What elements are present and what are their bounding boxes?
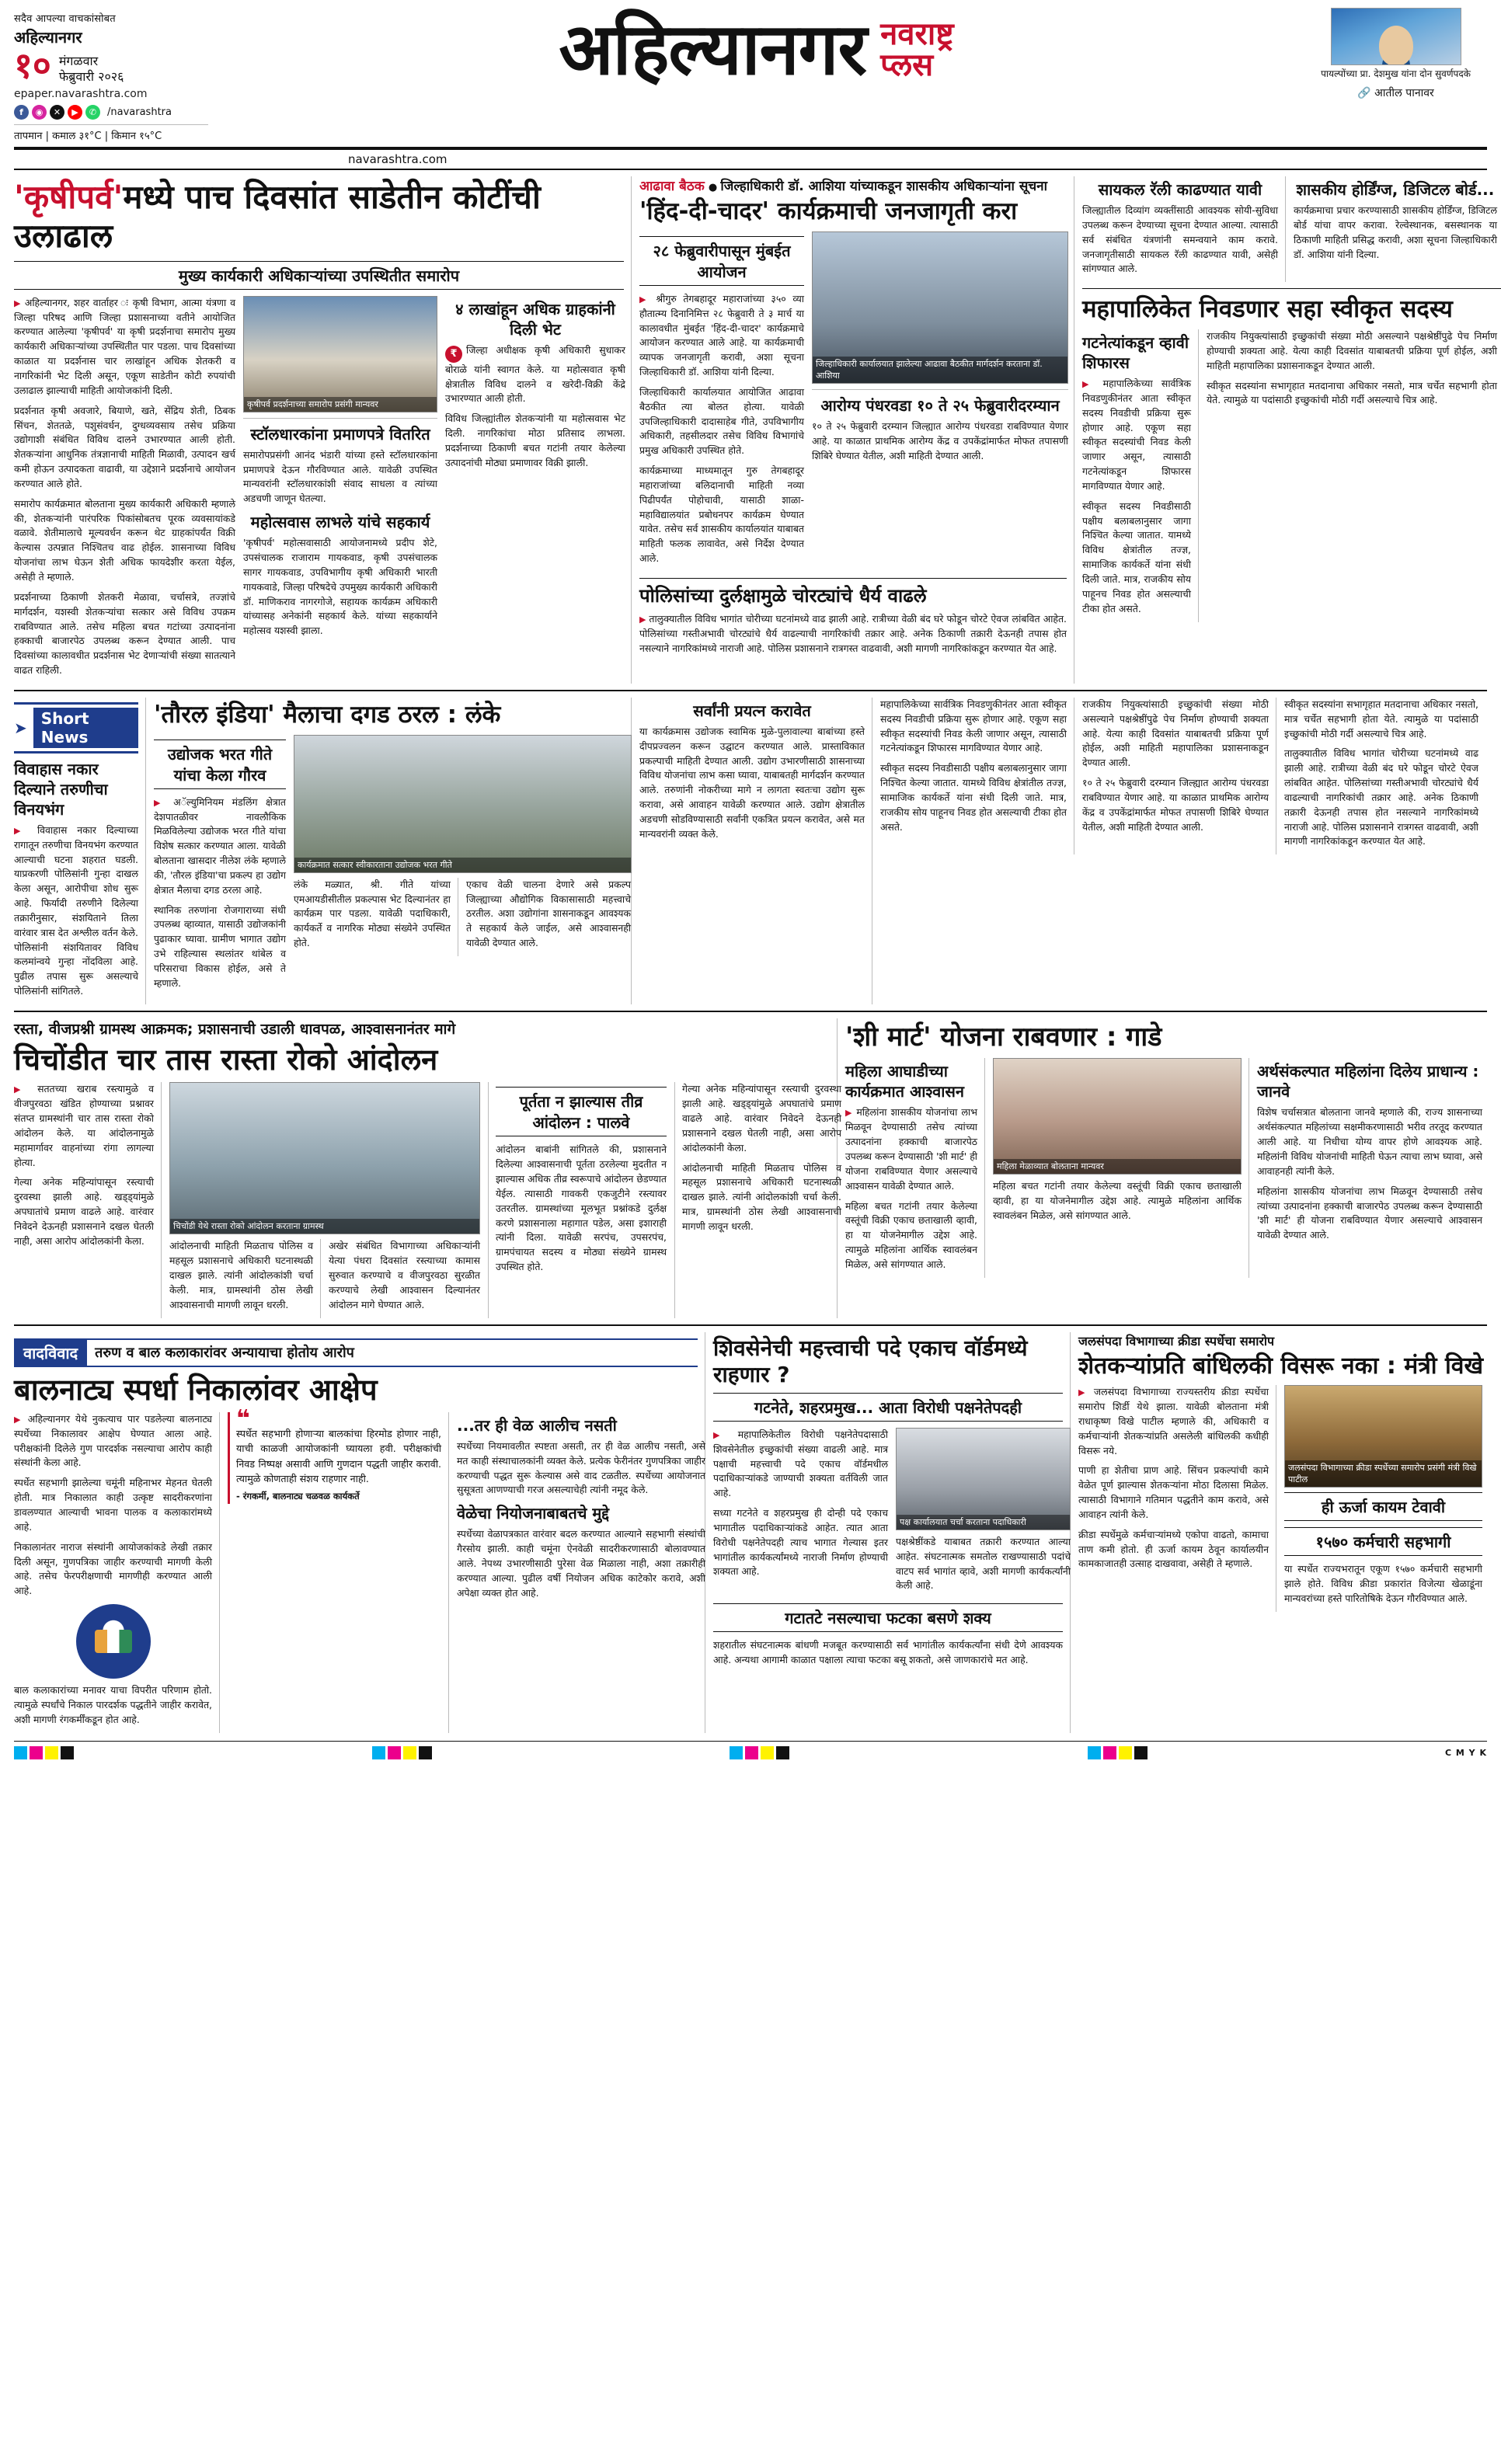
debate-body-1: ▶ अहिल्यानगर येथे नुकत्याच पार पडलेल्या बालनाट्य स्पर्धेच्या निकालावर आक्षेप घेण्यात आला आहे. परीक्षकांनी दिलेले गुण पारदर्शक नसल्याचा आरोप काही संस्थांनी केला आहे. bbox=[14, 1412, 212, 1470]
yellow-swatch bbox=[45, 1746, 58, 1759]
scheme-headline: 'शी मार्ट' योजना राबवणार : गाडे bbox=[845, 1021, 1162, 1053]
meeting-subhead-top: जिल्हाधिकारी डॉ. आशिया यांच्याकडून शासकीय अधिकाऱ्यांना सूचना bbox=[720, 179, 1047, 194]
weather-info: तापमान | कमाल ३१°C | किमान १५°C bbox=[14, 124, 208, 142]
meeting-side-body-1: जिल्ह्यातील दिव्यांग व्यक्तींसाठी आवश्यक सोयी-सुविधा उपलब्ध करून देण्याच्या सूचना देण्यात आल्या. त्यासाठी सर्व संबंधित यंत्रणांनी समन्वयाने काम करावे. जनजागृतीसाठी सायकल रॅली काढण्यात यावी, असेही सांगण्यात आले. bbox=[1082, 204, 1278, 275]
road-extra-col bbox=[674, 1082, 841, 1317]
meeting-side-1 bbox=[1082, 176, 1286, 282]
magenta-swatch bbox=[745, 1746, 758, 1759]
lead-deck: मुख्य कार्यकारी अधिकाऱ्यांच्या उपस्थितीत समारोप bbox=[14, 261, 624, 290]
toral-photo bbox=[294, 735, 632, 873]
masthead-city: अहिल्यानगर bbox=[14, 28, 82, 47]
road-side-body: आंदोलन बाबांनी सांगितले की, प्रशासनाने दिलेल्या आश्वासनाची पूर्तता ठरलेल्या मुदतीत न झाल्यास अधिक तीव्र स्वरूपाचे आंदोलन छेडण्यात येईल. त्यासाठी गावकरी एकजुटीने रस्त्यावर उतरतील. ग्रामस्थांच्या मूलभूत प्रश्नांकडे दुर्लक्ष करणे प्रशासनाला महागात पडेल, असा इशाराही त्यांनी दिला. यावेळी सरपंच, उपसरपंच, ग्रामपंचायत सदस्य व मोठ्या संख्येने ग्रामस्थ उपस्थित होते. bbox=[496, 1143, 667, 1273]
color-bar-left bbox=[14, 1746, 74, 1759]
debate-col-1 bbox=[14, 1412, 220, 1733]
municipal-headline: महापालिकेत निवडणार सहा स्वीकृत सदस्य bbox=[1082, 295, 1453, 324]
lead-headline-red: 'कृषीपर्व' bbox=[14, 178, 124, 216]
scheme-photo-caption: महिला मेळाव्यात बोलताना मान्यवर bbox=[994, 1159, 1241, 1174]
sports-sidehead: ही ऊर्जा कायम टेवावी bbox=[1284, 1492, 1482, 1521]
sports-body-4: या स्पर्धेत राज्यभरातून एकूण १५७० कर्मचारी सहभागी झाले होते. विविध क्रीडा प्रकारांत विजेत्या खेळाडूंना मान्यवरांच्या हस्ते पारितोषिके देऊन गौरविण्यात आले. bbox=[1284, 1563, 1482, 1604]
brand-logo bbox=[880, 16, 954, 83]
meeting-body-1: ▶ श्रीगुरु तेगबहादूर महाराजांच्या ३५० व्या हौतात्म्य दिनानिमित्त २८ फेब्रुवारी ते ३ मार्च या कालावधीत मुंबईत 'हिंद-दी-चादर' कार्यक्रमाचे आयोजन करण्यात आले आहे. या कार्यक्रमाची व्यापक जनजागृती करावी, अशा सूचना जिल्हाधिकारी डॉ. आशिया यांनी दिल्या. bbox=[639, 292, 804, 380]
toral-sidehead-col bbox=[154, 735, 286, 997]
brand-line-2: प्लस bbox=[880, 47, 934, 83]
meeting-kicker-row: आढावा बैठक ● जिल्हाधिकारी डॉ. आशिया यांच्याकडून शासकीय अधिकाऱ्यांना सूचना bbox=[639, 179, 1047, 194]
debate-sidehead-2: वेळेचा नियोजनाबाबतचे मुद्दे bbox=[457, 1504, 610, 1523]
toral-side-headline: सर्वांनी प्रयत्न करावेत bbox=[693, 701, 811, 720]
cyan-swatch bbox=[1088, 1746, 1101, 1759]
black-swatch bbox=[61, 1746, 74, 1759]
facebook-icon[interactable]: f bbox=[14, 105, 29, 120]
yellow-swatch bbox=[761, 1746, 774, 1759]
color-bar-mid-2 bbox=[730, 1746, 789, 1759]
black-swatch bbox=[419, 1746, 432, 1759]
social-handle: /navarashtra bbox=[107, 106, 172, 118]
lead-side-subhead: ४ लाखांहून अधिक ग्राहकांनी दिली भेट bbox=[455, 299, 615, 339]
scheme-body-2: महिला बचत गटांनी तयार केलेल्या वस्तूंची विक्री एकाच छताखाली व्हावी, हा या योजनेमागील उद्देश आहे. त्यामुळे महिलांना आर्थिक स्वावलंबन मिळेल, असे सांगण्यात आले. bbox=[845, 1199, 977, 1270]
masthead-date-text bbox=[59, 49, 124, 85]
toral-photo-caption: कार्यक्रमात सत्कार स्वीकारताना उद्योजक भरत गीते bbox=[294, 858, 631, 872]
masthead-photo bbox=[1331, 8, 1461, 65]
sports-headline: शेतकऱ्यांप्रति बांधिलकी विसरू नका : मंत्री विखे bbox=[1078, 1352, 1484, 1380]
scheme-side-col bbox=[1257, 1058, 1482, 1277]
meeting-photo bbox=[812, 231, 1068, 384]
twitter-icon[interactable]: ✕ bbox=[50, 105, 64, 120]
toral-story bbox=[154, 698, 632, 1004]
magenta-swatch bbox=[1103, 1746, 1116, 1759]
toral-photo-col bbox=[294, 735, 632, 997]
masthead-date bbox=[14, 44, 208, 86]
meeting-side-3 bbox=[1294, 176, 1497, 282]
shivsena-body-3: पक्षश्रेष्ठींकडे याबाबत तक्रारी करण्यात आल्या आहेत. संघटनात्मक समतोल राखण्यासाठी पदांचे वाटप सर्व भागांत व्हावे, अशी मागणी कार्यकर्त्यांनी केली आहे. bbox=[896, 1535, 1071, 1592]
right-column-top bbox=[1082, 176, 1501, 684]
debate-body-2: स्पर्धेत सहभागी झालेल्या चमूंनी महिनाभर मेहनत घेतली होती. मात्र निकालात काही उत्कृष्ट सादरीकरणांना डावलण्यात आल्याची भावना पालक व कलाकारांमध्ये आहे. bbox=[14, 1477, 212, 1533]
magenta-swatch bbox=[30, 1746, 43, 1759]
road-side-col bbox=[488, 1082, 667, 1317]
scheme-body-2-dup: महिला बचत गटांनी तयार केलेल्या वस्तूंची विक्री एकाच छताखाली व्हावी, हा या योजनेमागील उद्देश आहे. त्यामुळे महिलांना आर्थिक स्वावलंबन मिळेल, असे सांगण्यात आले. bbox=[993, 1180, 1242, 1222]
shivsena-photo-caption: पक्ष कार्यालयात चर्चा करताना पदाधिकारी bbox=[897, 1515, 1070, 1530]
road-kicker: रस्ता, वीजप्रश्नी ग्रामस्थ आक्रमक; प्रशासनाची उडाली धावपळ, आश्वासनानंतर मागे bbox=[14, 1021, 456, 1038]
meeting-story bbox=[639, 176, 1074, 684]
sports-photo bbox=[1284, 1385, 1482, 1488]
sports-story bbox=[1078, 1332, 1490, 1733]
toral-body-1: ▶ अॅल्युमिनियम मंडलिंग क्षेत्रात देशपातळीवर नावलौकिक मिळविलेल्या उद्योजक भरत गीते यांचा विशेष सत्कार करण्यात आला. यावेळी बोलताना खासदार नीलेश लंके म्हणाले की, 'तौरल इंडिया'चा प्रकल्प हा उद्योग क्षेत्रात मैलाचा दगड ठरला आहे. bbox=[154, 795, 286, 898]
yellow-swatch bbox=[403, 1746, 416, 1759]
shivsena-subhead: गटनेते, शहरप्रमुख... आता विरोधी पक्षनेतेपदही bbox=[713, 1393, 1063, 1422]
shivsena-body-2: सध्या गटनेते व शहरप्रमुख ही दोन्ही पदे एकाच भागातील पदाधिकाऱ्यांकडे आहेत. त्यात आता विरोधी पक्षनेतेपदही त्याच भागात गेल्यास इतर भागांतील कार्यकर्त्यांमध्ये नाराजी निर्माण होण्याची शक्यता आहे. bbox=[713, 1507, 888, 1578]
scheme-sidehead: अर्थसंकल्पात महिलांना दिलेय प्राधान्य : जानवे bbox=[1257, 1062, 1479, 1101]
debate-quote-attrib: - रंगकर्मी, बालनाट्य चळवळ कार्यकर्ते bbox=[236, 1491, 360, 1502]
magenta-swatch bbox=[388, 1746, 401, 1759]
lead-story bbox=[14, 176, 632, 684]
municipal-body-3: राजकीय नियुक्त्यांसाठी इच्छुकांची संख्या मोठी असल्याने पक्षश्रेष्ठींपुढे पेच निर्माण होण्याची शक्यता आहे. येत्या काही दिवसांत याबाबतची प्रक्रिया पूर्ण होईल, अशी माहिती महापालिका प्रशासनाकडून देण्यात आली. bbox=[1207, 330, 1497, 371]
lead-side-subhead-2: स्टॉलधारकांना प्रमाणपत्रे वितरित bbox=[250, 424, 430, 444]
epaper-url[interactable]: epaper.navarashtra.com bbox=[14, 88, 148, 100]
row-lead bbox=[14, 176, 1497, 684]
footer-bar bbox=[14, 1741, 1487, 1767]
lead-photo bbox=[243, 296, 437, 412]
more-inside-link[interactable]: 🔗 आतील पानावर bbox=[1357, 86, 1434, 99]
municipal-continued bbox=[880, 698, 1478, 1004]
sports-body-3: क्रीडा स्पर्धेमुळे कर्मचाऱ्यांमध्ये एकोपा वाढतो, कामाचा ताण कमी होतो. ही ऊर्जा कायम ठेवून कार्यालयीन कामकाजातही उत्साह दाखवावा, असेही ते म्हणाले. bbox=[1078, 1528, 1269, 1570]
road-body-1: ▶ सततच्या खराब रस्त्यामुळे व वीजपुरवठा खंडित होण्याच्या प्रश्नावर संतप्त ग्रामस्थांनी चार तास रास्ता रोको आंदोलन केले. या आंदोलनामुळे महामार्गावर वाहनांच्या रांगा लागल्या होत्या. bbox=[14, 1082, 154, 1170]
sports-photo-col bbox=[1284, 1385, 1482, 1612]
shivsena-text-col bbox=[713, 1428, 888, 1599]
meeting-side-head-1: सायकल रॅली काढण्यात यावी bbox=[1098, 180, 1262, 199]
meeting-side-body-2-dup: १० ते २५ फेब्रुवारी दरम्यान जिल्ह्यात आरोग्य पंधरवडा राबविण्यात येणार आहे. या काळात प्राथमिक आरोग्य केंद्र व उपकेंद्रांमार्फत मोफत तपासणी शिबिरे घेण्यात येतील, अशी माहिती देण्यात आली. bbox=[1082, 777, 1269, 833]
police-headline: पोलिसांच्या दुर्लक्षामुळे चोरट्यांचे धैर्य वाढले bbox=[639, 585, 927, 607]
debate-band bbox=[14, 1338, 698, 1367]
row-two bbox=[14, 698, 1487, 1004]
road-photo-col bbox=[169, 1082, 480, 1317]
meeting-side-head-2: आरोग्य पंधरवडा १० ते २५ फेब्रुवारीदरम्यान bbox=[820, 395, 1060, 415]
lead-body-4: प्रदर्शनाच्या ठिकाणी शेतकरी मेळावा, चर्चासत्रे, तज्ज्ञांचे मार्गदर्शन, यशस्वी शेतकऱ्यांचा सत्कार असे विविध उपक्रम राबविण्यात आले. तसेच महिला बचत गटांच्या उत्पादनांना हक्काची बाजारपेठ उपलब्ध करून देण्यात आली. पाच दिवसांच्या कालावधीत प्रदर्शनास भेट देणाऱ्यांची संख्या सातत्याने वाढत राहिली. bbox=[14, 590, 235, 677]
lead-headline-rest: मध्ये पाच दिवसांत साडेतीन कोटींची उलाढाल bbox=[14, 178, 541, 256]
municipal-sub-col bbox=[1082, 329, 1199, 622]
lead-side-body-2: विविध जिल्ह्यांतील शेतकऱ्यांनी या महोत्सवास भेट दिली. नागरिकांचा मोठा प्रतिसाद लाभला. प्रदर्शनाच्या ठिकाणी बचत गटांनी तयार केलेल्या उत्पादनांची मोठ्या प्रमाणावर विक्री झाली. bbox=[445, 412, 625, 468]
lead-headline bbox=[14, 178, 624, 256]
black-swatch bbox=[776, 1746, 789, 1759]
debate-quote bbox=[228, 1404, 441, 1504]
scheme-photo bbox=[993, 1058, 1242, 1175]
masthead bbox=[14, 8, 1487, 149]
municipal-body-4-dup: स्वीकृत सदस्यांना सभागृहात मतदानाचा अधिकार नसतो, मात्र चर्चेत सहभागी होता येते. त्यामुळे या पदांसाठी इच्छुकांची मोठी गर्दी असल्याचे चित्र आहे. bbox=[1284, 698, 1478, 740]
sports-photo-caption: जलसंपदा विभागाच्या क्रीडा स्पर्धेच्या समारोप प्रसंगी मंत्री विखे पाटील bbox=[1285, 1460, 1482, 1487]
chevron-right-icon: ➤ bbox=[14, 718, 27, 737]
road-story bbox=[14, 1018, 841, 1318]
color-bar-mid-3 bbox=[1088, 1746, 1148, 1759]
municipal-body-2-dup: स्वीकृत सदस्य निवडीसाठी पक्षीय बलाबलानुसार जागा निश्चित केल्या जातात. यामध्ये विविध क्षेत्रांतील तज्ज्ञ, सामाजिक कार्यकर्ते यांना संधी दिली जाते. मात्र, राजकीय सोय पाहूनच निवड होत असल्याची टीका होत असते. bbox=[880, 762, 1067, 833]
meeting-photo-caption: जिल्हाधिकारी कार्यालयात झालेल्या आढावा बैठकीत मार्गदर्शन करताना डॉ. आशिया bbox=[813, 357, 1067, 383]
scheme-body-3: विशेष चर्चासत्रात बोलताना जानवे म्हणाले की, राज्य शासनाच्या अर्थसंकल्पात महिलांच्या सक्षमीकरणासाठी भरीव तरतूद करण्यात आली आहे. या निधीचा योग्य वापर होणे आवश्यक आहे. महिलांनी विविध योजनांची माहिती घेऊन त्याचा लाभ घ्यावा, असे आवाहनही त्यांनी केले. bbox=[1257, 1106, 1482, 1177]
lead-body-3: समारोप कार्यक्रमात बोलताना मुख्य कार्यकारी अधिकारी म्हणाले की, शेतकऱ्यांनी पारंपरिक पिकांसोबतच पूरक व्यवसायांकडे वळावे. शेतीमालाचे मूल्यवर्धन करून थेट ग्राहकांपर्यंत विक्री केल्यास उत्पन्नात निश्चितच वाढ होईल. शासनाच्या विविध योजनांचा लाभ घेऊन शेती अधिक फायदेशीर करता येईल, असेही ते म्हणाले. bbox=[14, 497, 235, 583]
meeting-deck-col bbox=[639, 231, 804, 572]
lead-photo-col bbox=[243, 296, 437, 684]
page-title: अहिल्यानगर bbox=[559, 8, 867, 91]
meeting-body-2: जिल्हाधिकारी कार्यालयात आयोजित आढावा बैठकीत त्या बोलत होत्या. यावेळी उपजिल्हाधिकारी दादासाहेब गीते, उपविभागीय अधिकारी, तहसीलदार तसेच विविध विभागांचे प्रमुख अधिकारी उपस्थित होते. bbox=[639, 385, 804, 457]
shivsena-headline: शिवसेनेची महत्त्वाची पदे एकाच वॉर्डमध्ये राहणार ? bbox=[713, 1335, 1028, 1387]
municipal-body-col bbox=[1207, 329, 1497, 622]
debate-story bbox=[14, 1332, 705, 1733]
municipal-subhead: गटनेत्यांकडून व्हावी शिफारस bbox=[1082, 333, 1189, 373]
police-body-dup: तालुक्यातील विविध भागांत चोरीच्या घटनांमध्ये वाढ झाली आहे. रात्रीच्या वेळी बंद घरे फोडून चोरटे ऐवज लांबवित आहेत. पोलिसांच्या गस्तीअभावी चोरट्यांचे धैर्य वाढल्याची नागरिकांची तक्रार आहे. अनेक ठिकाणी तक्रारी देऊनही तपास होत नसल्याने नागरिकांमध्ये नाराजी आहे. पोलिस प्रशासनाने रात्रगस्त वाढवावी, अशी मागणी नागरिकांकडून करण्यात येत आहे. bbox=[1284, 747, 1478, 847]
meeting-body-3: कार्यक्रमाच्या माध्यमातून गुरु तेगबहादूर महाराजांच्या बलिदानाची माहिती नव्या पिढीपर्यंत पोहोचावी, यासाठी शाळा-महाविद्यालयांत प्रबोधनपर कार्यक्रम घेण्यात यावेत. तसेच सर्व शासकीय कार्यालयांत याबाबत माहिती फलक लावावेत, असे निर्देश देण्यात आले. bbox=[639, 465, 804, 565]
cmyk-label: C M Y K bbox=[1445, 1747, 1487, 1758]
youtube-icon[interactable]: ▶ bbox=[68, 105, 82, 120]
lead-side-col bbox=[445, 296, 625, 684]
sports-text-col bbox=[1078, 1385, 1276, 1612]
toral-side-body: या कार्यक्रमास उद्योजक स्वामिक मुळे-पुलावाल्या बाबांच्या हस्ते दीपप्रज्वलन करून उद्घाटन करण्यात आले. प्रास्ताविकात प्रकल्पाची माहिती देण्यात आली. उद्योग उभारणीसाठी शासनाच्या विविध योजनांचा लाभ कसा घ्यावा, याबाबतही मार्गदर्शन करण्यात आले. तरुणांनी नोकरीच्या मागे न लागता स्वतःचा उद्योग सुरू करावा, असे आवाहन यावेळी करण्यात आले. उद्योग क्षेत्रातील अडचणी सोडविण्यासाठी सर्वांनी एकत्रित प्रयत्न करावेत, असे मत मान्यवरांनी व्यक्त केले. bbox=[639, 725, 865, 840]
meeting-side-head-3: शासकीय होर्डिंग्ज, डिजिटल बोर्ड... bbox=[1296, 180, 1495, 199]
cyan-swatch bbox=[14, 1746, 27, 1759]
rupee-icon: ₹ bbox=[445, 346, 462, 363]
road-body-3-dup: आंदोलनाची माहिती मिळताच पोलिस व महसूल प्रशासनाचे अधिकारी घटनास्थळी दाखल झाले. त्यांनी आंदोलकांशी चर्चा केली. मात्र, ग्रामस्थांनी ठोस लेखी आश्वासनाची मागणी लावून धरली. bbox=[682, 1161, 841, 1232]
toral-headline: 'तौरल इंडिया' मैलाचा दगड ठरल : लंके bbox=[154, 700, 501, 729]
sports-body-1: ▶ जलसंपदा विभागाच्या राज्यस्तरीय क्रीडा स्पर्धेचा समारोप शिर्डी येथे झाला. यावेळी बोलताना मंत्री राधाकृष्ण विखे पाटील म्हणाले की, अधिकारी व कर्मचाऱ्यांनी शेतकऱ्यांप्रति असलेली बांधिलकी कधीही विसरू नये. bbox=[1078, 1385, 1269, 1458]
toral-body-4: एकाच वेळी चालना देणारे असे प्रकल्प जिल्ह्याच्या औद्योगिक विकासासाठी महत्त्वाचे ठरतील. अशा उद्योगांना शासनाकडून आवश्यक ते सहकार्य केले जाईल, असे आश्वासनही यावेळी देण्यात आले. bbox=[466, 878, 631, 949]
road-headline: चिचोंडीत चार तास रास्ता रोको आंदोलन bbox=[14, 1042, 438, 1077]
scheme-story bbox=[845, 1018, 1482, 1318]
masthead-left bbox=[14, 8, 208, 142]
toral-side-block bbox=[639, 698, 872, 1004]
shivsena-photo-col bbox=[896, 1428, 1071, 1599]
lead-side-body-4: 'कृषीपर्व' महोत्सवासाठी आयोजनामध्ये प्रदीप शेटे, उपसंचालक राजाराम गायकवाड, कृषी उपसंचालक सागर गायकवाड, उपविभागीय कृषी अधिकारी भारती गायकवाडे, जिल्हा परिषदेचे उपमुख्य कार्यकारी अधिकारी डॉ. माणिकराव नागरगोजे, सहायक कार्यक्रम अधिकारी यांच्यासह अनेकांनी सहकार्य केले. यांच्या सहकार्याने महोत्सव यशस्वी झाला. bbox=[243, 537, 437, 637]
municipal-body-4: स्वीकृत सदस्यांना सभागृहात मतदानाचा अधिकार नसतो, मात्र चर्चेत सहभागी होता येते. त्यामुळे या पदांसाठी इच्छुकांची मोठी गर्दी असल्याचे चित्र आहे. bbox=[1207, 379, 1497, 406]
lead-photo-caption: कृषीपर्व प्रदर्शनाच्या समारोप प्रसंगी मान्यवर bbox=[244, 397, 437, 412]
sports-body-2: पाणी हा शेतीचा प्राण आहे. सिंचन प्रकल्पांची कामे वेळेत पूर्ण झाल्यास शेतकऱ्यांना मोठा दिलासा मिळेल. त्यासाठी विभागाने गतिमान पद्धतीने काम करावे, असे आवाहन त्यांनी केले. bbox=[1078, 1464, 1269, 1520]
masthead-day-number: १० bbox=[14, 44, 51, 86]
shivsena-subhead-2: गटातटे नसल्याचा फटका बसणे शक्य bbox=[713, 1603, 1063, 1632]
sports-count-head: १५७० कर्मचारी सहभागी bbox=[1284, 1527, 1482, 1556]
shivsena-photo bbox=[896, 1428, 1071, 1530]
debate-side-2: स्पर्धेच्या वेळापत्रकात वारंवार बदल करण्यात आल्याने सहभागी संस्थांची गैरसोय झाली. काही चमूंना ऐनवेळी सादरीकरणासाठी बोलावण्यात आले. नेपथ्य उभारणीसाठी पुरेसा वेळ मिळाला नाही, अशा तक्रारीही करण्यात आल्या. पुढील वर्षी नियोजन अधिक काटेकोर करावे, अशी अपेक्षा व्यक्त होत आहे. bbox=[457, 1528, 705, 1599]
scheme-body-1: ▶ महिलांना शासकीय योजनांचा लाभ मिळवून देण्यासाठी तसेच त्यांच्या उत्पादनांना हक्काची बाजारपेठ उपलब्ध करून देण्यासाठी 'शी मार्ट' ही योजना राबविण्यात येणार असल्याचे आश्वासन यावेळी देण्यात आले. bbox=[845, 1105, 977, 1193]
lead-body-1: ▶ अहिल्यानगर, शहर वार्ताहर ः कृषी विभाग, आत्मा यंत्रणा व जिल्हा परिषद आणि जिल्हा प्रशासनाच्या वतीने आयोजित करण्यात आलेल्या 'कृषीपर्व' या कृषी प्रदर्शनाचा समारोप मुख्य कार्यकारी अधिकाऱ्यांच्या उपस्थितीत पार पडला. पाच दिवसांच्या काळात या प्रदर्शनास चार लाखांहून अधिक शेतकरी व नागरिकांनी भेट दिली असून, एकूण साडेतीन कोटी रुपयांची उलाढाल झाल्याची माहिती आयोजकांनी दिली. bbox=[14, 296, 235, 398]
road-body-2: गेल्या अनेक महिन्यांपासून रस्त्याची दुरवस्था झाली आहे. खड्ड्यांमुळे अपघातांचे प्रमाण वाढले आहे. वारंवार निवेदने देऊनही प्रशासनाने दखल घेतली नाही, असा आरोप आंदोलकांनी केला. bbox=[14, 1176, 154, 1247]
road-photo-caption: चिचोंडी येथे रास्ता रोको आंदोलन करताना ग्रामस्थ bbox=[170, 1219, 479, 1234]
masthead-photo-caption: पायल्पोंच्या प्रा. देशमुख यांना दोन सुवर्णपदके bbox=[1321, 68, 1471, 79]
lead-body-2: प्रदर्शनात कृषी अवजारे, बियाणे, खते, सेंद्रिय शेती, ठिबक सिंचन, शेततळे, पशुसंवर्धन, दुग्धव्यवसाय तसेच प्रक्रिया उद्योगाशी संबंधित विविध दालने उभारण्यात आली होती. शेतकऱ्यांना आधुनिक तंत्रज्ञानाची माहिती मिळावी, उत्पादन खर्च कमी होऊन उत्पादकता वाढावी, या उद्देशाने प्रदर्शनाचे आयोजन करण्यात आले होते. bbox=[14, 404, 235, 489]
row-three bbox=[14, 1018, 1487, 1318]
debate-body-4: बाल कलाकारांच्या मनावर याचा विपरीत परिणाम होतो. त्यामुळे स्पर्धांचे निकाल पारदर्शक पद्धतीने जाहीर करावेत, अशी मागणी रंगकर्मींकडून होत आहे. bbox=[14, 1684, 212, 1725]
debate-quote-text: स्पर्धेत सहभागी होणाऱ्या बालकांचा हिरमोड होणार नाही, याची काळजी आयोजकांनी घ्यायला हवी. परीक्षकांची निवड निष्पक्ष असावी आणि गुणदान पद्धती जाहीर करावी. त्यामुळे कोणताही संशय राहणार नाही. bbox=[236, 1427, 441, 1485]
debate-quote-col bbox=[228, 1404, 449, 1733]
quote-icon: ❝ bbox=[236, 1404, 250, 1432]
scheme-body-1-dup: महिलांना शासकीय योजनांचा लाभ मिळवून देण्यासाठी तसेच त्यांच्या उत्पादनांना हक्काची बाजारपेठ उपलब्ध करून देण्यासाठी 'शी मार्ट' ही योजना राबविण्यात येणार असल्याचे आश्वासन यावेळी देण्यात आले. bbox=[1257, 1185, 1482, 1241]
cyan-swatch bbox=[372, 1746, 385, 1759]
debate-side-1: स्पर्धेच्या नियमावलीत स्पष्टता असती, तर ही वेळ आलीच नसती, असे मत काही संस्थाचालकांनी व्यक्त केले. प्रत्येक फेरीनंतर गुणपत्रिका जाहीर करण्याची पद्धत सुरू केल्यास असे वाद टळतील. स्पर्धेच्या आयोजनात सुसूत्रता आणण्याची गरज असल्याचेही त्यांनी नमूद केले. bbox=[457, 1439, 705, 1496]
masthead-tagline: सदैव आपल्या वाचकांसोबत bbox=[14, 13, 116, 25]
yellow-swatch bbox=[1119, 1746, 1132, 1759]
scheme-subhead: महिला आघाडीच्या कार्यक्रमात आश्वासन bbox=[845, 1062, 965, 1101]
organisation-logo bbox=[76, 1604, 151, 1679]
scheme-photo-col bbox=[993, 1058, 1249, 1277]
debate-sidehead-1: ...तर ही वेळ आलीच नसती bbox=[457, 1415, 617, 1435]
meeting-kicker: आढावा बैठक bbox=[639, 179, 705, 194]
municipal-body-1: ▶ महापालिकेच्या सार्वत्रिक निवडणुकीनंतर आता स्वीकृत सदस्य निवडीची प्रक्रिया सुरू होणार आहे. एकूण सहा स्वीकृत सदस्यांची निवड केली जाणार असून, त्यासाठी गटनेत्यांकडून शिफारस मागविण्यात येणार आहे. bbox=[1082, 377, 1191, 494]
road-text-col-1 bbox=[14, 1082, 162, 1317]
color-bar-mid-1 bbox=[372, 1746, 432, 1759]
road-body-3: आंदोलनाची माहिती मिळताच पोलिस व महसूल प्रशासनाचे अधिकारी घटनास्थळी दाखल झाले. त्यांनी आंदोलकांशी चर्चा केली. मात्र, ग्रामस्थांनी ठोस लेखी आश्वासनाची मागणी लावून धरली. bbox=[169, 1240, 313, 1310]
short-news-body: ▶ विवाहास नकार दिल्याच्या रागातून तरुणीचा विनयभंग करण्यात आल्याची घटना शहरात घडली. याप्रकरणी पोलिसांनी गुन्हा दाखल केला असून, आरोपीचा शोध सुरू आहे. फिर्यादी तरुणीने दिलेल्या तक्रारीनुसार, संशयिताने तिला वारंवार त्रास देत अश्लील वर्तन केले. पोलिसांनी संशयितावर विविध कलमांन्वये गुन्हा नोंदविला आहे. पुढील तपास सुरू असल्याचे पोलिसांनी सांगितले. bbox=[14, 823, 138, 999]
sports-kicker: जलसंपदा विभागाच्या क्रीडा स्पर्धेचा समारोप bbox=[1078, 1333, 1275, 1349]
short-news-block bbox=[14, 698, 146, 1004]
municipal-body-1-dup: महापालिकेच्या सार्वत्रिक निवडणुकीनंतर आता स्वीकृत सदस्य निवडीची प्रक्रिया सुरू होणार आहे. एकूण सहा स्वीकृत सदस्यांची निवड केली जाणार असून, त्यासाठी गटनेत्यांकडून शिफारस मागविण्यात येणार आहे. bbox=[880, 698, 1067, 754]
road-body-4: अखेर संबंधित विभागाच्या अधिकाऱ्यांनी येत्या पंधरा दिवसांत रस्त्याच्या कामास सुरुवात करण्याचे व वीजपुरवठा सुरळीत करण्याचे लेखी आश्वासन दिल्यानंतर आंदोलन मागे घेण्यात आले. bbox=[329, 1240, 480, 1310]
short-news-header bbox=[14, 702, 138, 753]
scheme-sub-col bbox=[845, 1058, 985, 1277]
shivsena-body-1: ▶ महापालिकेतील विरोधी पक्षनेतेपदासाठी शिवसेनेतील इच्छुकांची संख्या वाढली आहे. मात्र पक्षाची महत्त्वाची पदे एकाच वॉर्डमधील पदाधिकाऱ्यांकडे जाण्याची शक्यता वर्तविली जात आहे. bbox=[713, 1428, 888, 1501]
toral-sidehead: उद्योजक भरत गीते यांचा केला गौरव bbox=[154, 740, 286, 789]
whatsapp-icon[interactable]: ✆ bbox=[85, 105, 100, 120]
short-news-headline: विवाहास नकार दिल्याने तरुणीचा विनयभंग bbox=[14, 759, 108, 819]
meeting-headline: 'हिंद-दी-चादर' कार्यक्रमाची जनजागृती करा bbox=[639, 197, 1018, 225]
toral-body-3: लंके मळ्यात, श्री. गीते यांच्या एमआयडीसीतील प्रकल्पास भेट दिल्यानंतर हा कार्यक्रम पार पडला. यावेळी पदाधिकारी, कार्यकर्ते व नागरिक मोठ्या संख्येने उपस्थित होते. bbox=[294, 878, 451, 949]
lead-side-body-3: समारोपप्रसंगी आनंद भंडारी यांच्या हस्ते स्टॉलधारकांना प्रमाणपत्रे देऊन गौरविण्यात आले. यावेळी उपस्थित मान्यवरांनी स्टॉलधारकांशी संवाद साधला व त्यांच्या अडचणी जाणून घेतल्या. bbox=[243, 448, 437, 505]
short-news-badge: Short News bbox=[33, 708, 138, 748]
masthead-center bbox=[208, 8, 1304, 91]
meeting-side-body-3: कार्यक्रमाचा प्रचार करण्यासाठी शासकीय होर्डिंग्ज, डिजिटल बोर्ड यांचा वापर करावा. रेल्वेस्थानक, बसस्थानक या ठिकाणी माहिती प्रसिद्ध करावी, अशा सूचना जिल्हाधिकारी डॉ. आशिया यांनी दिल्या. bbox=[1294, 204, 1497, 260]
row-four bbox=[14, 1332, 1487, 1733]
meeting-side-body-2: १० ते २५ फेब्रुवारी दरम्यान जिल्ह्यात आरोग्य पंधरवडा राबविण्यात येणार आहे. या काळात प्राथमिक आरोग्य केंद्र व उपकेंद्रांमार्फत मोफत तपासणी शिबिरे घेण्यात येतील, अशी माहिती देण्यात आली. bbox=[812, 419, 1068, 461]
municipal-body-2: स्वीकृत सदस्य निवडीसाठी पक्षीय बलाबलानुसार जागा निश्चित केल्या जातात. यामध्ये विविध क्षेत्रांतील तज्ज्ञ, सामाजिक कार्यकर्ते यांना संधी दिली जाते. मात्र, राजकीय सोय पाहूनच निवड होत असल्याची टीका होत असते. bbox=[1082, 499, 1191, 614]
brand-line-1: नवराष्ट्र bbox=[880, 16, 954, 52]
debate-badge: वादविवाद bbox=[14, 1340, 87, 1366]
masthead-month-year: फेब्रुवारी २०२६ bbox=[58, 69, 124, 84]
shivsena-story bbox=[713, 1332, 1071, 1733]
lead-side-subhead-3: महोत्सवास लाभले यांचे सहकार्य bbox=[250, 513, 430, 532]
masthead-right bbox=[1304, 8, 1487, 100]
meeting-deck: २८ फेब्रुवारीपासून मुंबईत आयोजन bbox=[639, 236, 804, 286]
black-swatch bbox=[1134, 1746, 1148, 1759]
police-body: ▶ तालुक्यातील विविध भागांत चोरीच्या घटनांमध्ये वाढ झाली आहे. रात्रीच्या वेळी बंद घरे फोडून चोरटे ऐवज लांबवित आहेत. पोलिसांच्या गस्तीअभावी चोरट्यांचे धैर्य वाढल्याची नागरिकांची तक्रार आहे. अनेक ठिकाणी तक्रारी देऊनही तपास होत नसल्याने नागरिकांमध्ये नाराजी आहे. पोलिस प्रशासनाने रात्रगस्त वाढवावी, अशी मागणी नागरिकांकडून करण्यात येत आहे. bbox=[639, 612, 1067, 656]
masthead-weekday: मंगळवार bbox=[58, 54, 99, 68]
meeting-photo-col bbox=[812, 231, 1068, 572]
road-body-2-dup: गेल्या अनेक महिन्यांपासून रस्त्याची दुरवस्था झाली आहे. खड्ड्यांमुळे अपघातांचे प्रमाण वाढले आहे. वारंवार निवेदने देऊनही प्रशासनाने दखल घेतली नाही, असा आरोप आंदोलकांनी केला. bbox=[682, 1083, 841, 1154]
toral-body-2: स्थानिक तरुणांना रोजगाराच्या संधी उपलब्ध व्हाव्यात, यासाठी उद्योजकांनी पुढाकार घ्यावा. ग्रामीण भागात उद्योग उभे राहिल्यास स्थलांतर थांबेल व परिसराचा विकास होईल, असे ते म्हणाले. bbox=[154, 903, 286, 989]
debate-headline: बालनाट्य स्पर्धा निकालांवर आक्षेप bbox=[14, 1372, 378, 1407]
instagram-icon[interactable]: ◉ bbox=[32, 105, 47, 120]
debate-side-col bbox=[457, 1412, 705, 1733]
social-links[interactable] bbox=[14, 105, 208, 120]
municipal-body-3-dup: राजकीय नियुक्त्यांसाठी इच्छुकांची संख्या मोठी असल्याने पक्षश्रेष्ठींपुढे पेच निर्माण होण्याची शक्यता आहे. येत्या काही दिवसांत याबाबतची प्रक्रिया पूर्ण होईल, अशी माहिती महापालिका प्रशासनाकडून देण्यात आली. bbox=[1082, 698, 1269, 769]
debate-band-text: तरुण व बाल कलाकारांवर अन्यायाचा होतोय आरोप bbox=[95, 1345, 354, 1362]
website-bar[interactable]: navarashtra.com bbox=[14, 149, 1487, 170]
road-photo bbox=[169, 1082, 480, 1234]
shivsena-body-4: शहरातील संघटनात्मक बांधणी मजबूत करण्यासाठी सर्व भागांतील कार्यकर्त्यांना संधी देणे आवश्यक आहे. अन्यथा आगामी काळात पक्षाला त्याचा फटका बसू शकतो, असे जाणकारांचे मत आहे. bbox=[713, 1639, 1063, 1666]
cyan-swatch bbox=[730, 1746, 743, 1759]
debate-body-3: निकालानंतर नाराज संस्थांनी आयोजकांकडे लेखी तक्रार दिली असून, गुणपत्रिका जाहीर करण्याची मागणी केली आहे. तसेच फेरपरीक्षणाची मागणीही करण्यात आली आहे. bbox=[14, 1540, 212, 1597]
road-side-headline: पूर्तता न झाल्यास तीव्र आंदोलन : पालवे bbox=[496, 1087, 667, 1136]
lead-text-col bbox=[14, 296, 235, 684]
lead-side-body-1: ₹ जिल्हा अधीक्षक कृषी अधिकारी सुधाकर बोराळे यांनी स्वागत केले. या महोत्सवात कृषी क्षेत्रातील विविध दालने व खरेदी-विक्री केंद्रे उभारण्यात आली होती. bbox=[445, 343, 625, 405]
